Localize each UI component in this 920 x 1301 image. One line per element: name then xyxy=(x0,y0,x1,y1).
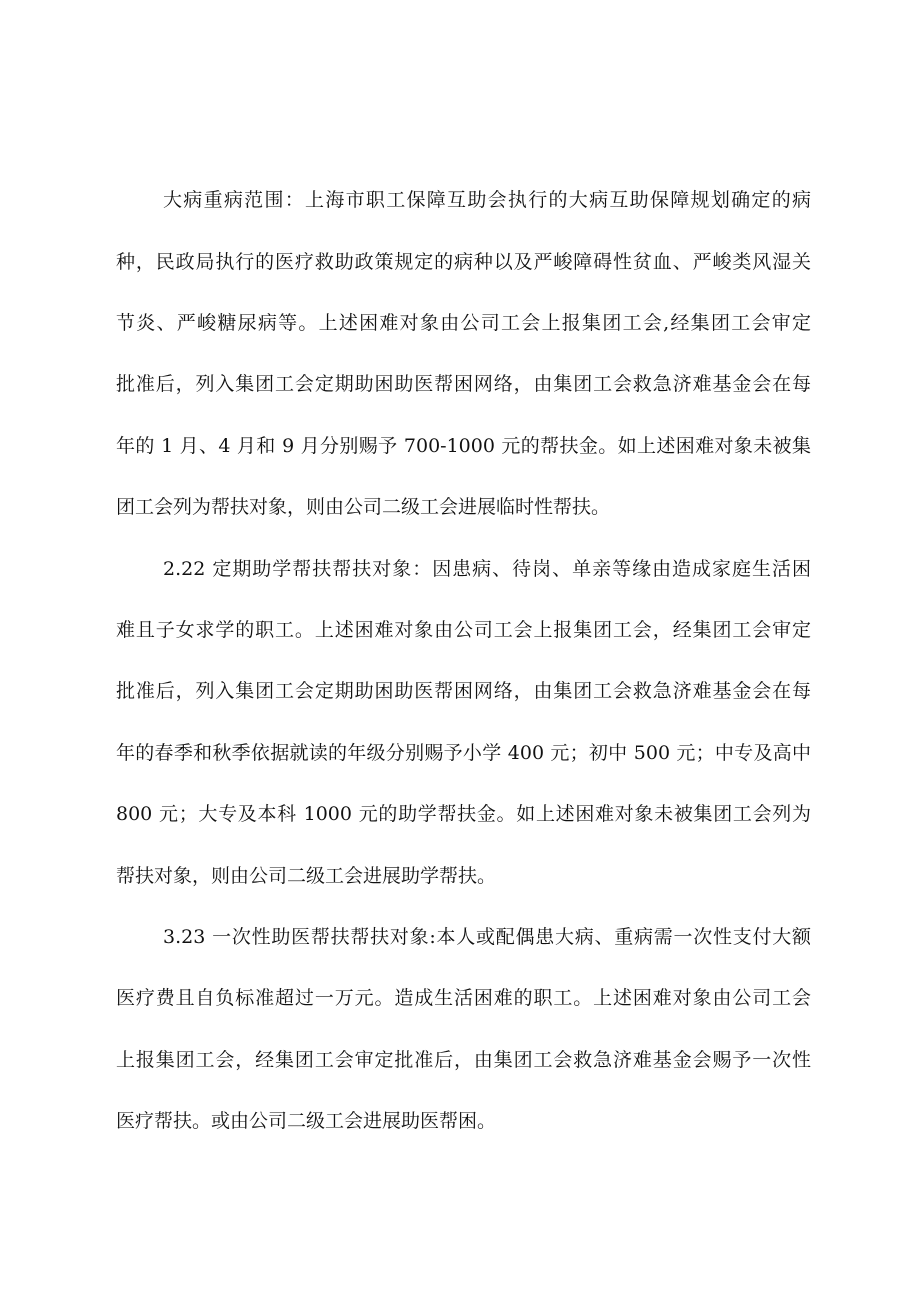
text-line: 800 元；大专及本科 1000 元的助学帮扶金。如上述困难对象未被集团工会列为 xyxy=(116,803,811,825)
text-line: 节炎、严峻糖尿病等。上述困难对象由公司工会上报集团工会,经集团工会审定 xyxy=(116,312,811,334)
text-line: 医疗帮扶。或由公司二级工会进展助医帮困。 xyxy=(116,1110,497,1132)
text-line: 年的春季和秋季依据就读的年级分别赐予小学 400 元；初中 500 元；中专及高中 xyxy=(116,742,811,764)
text-line: 3.23 一次性助医帮扶帮扶对象:本人或配偶患大病、重病需一次性支付大额 xyxy=(163,926,811,948)
text-line: 年的 1 月、4 月和 9 月分别赐予 700-1000 元的帮扶金。如上述困难对象未被集 xyxy=(116,435,811,457)
text-line: 大病重病范围：上海市职工保障互助会执行的大病互助保障规划确定的病 xyxy=(163,189,811,211)
text-line: 上报集团工会，经集团工会审定批准后，由集团工会救急济难基金会赐予一次性 xyxy=(116,1049,811,1071)
text-line: 2.22 定期助学帮扶帮扶对象：因患病、待岗、单亲等缘由造成家庭生活困 xyxy=(163,558,811,580)
text-line: 批准后，列入集团工会定期助困助医帮困网络，由集团工会救急济难基金会在每 xyxy=(116,373,811,395)
text-line: 种，民政局执行的医疗救助政策规定的病种以及严峻障碍性贫血、严峻类风湿关 xyxy=(116,251,811,273)
text-line: 批准后，列入集团工会定期助困助医帮困网络，由集团工会救急济难基金会在每 xyxy=(116,680,811,702)
text-line: 难且子女求学的职工。上述困难对象由公司工会上报集团工会，经集团工会审定 xyxy=(116,619,811,641)
text-line: 帮扶对象，则由公司二级工会进展助学帮扶。 xyxy=(116,865,497,887)
text-line: 团工会列为帮扶对象，则由公司二级工会进展临时性帮扶。 xyxy=(116,496,611,518)
text-line: 医疗费且自负标准超过一万元。造成生活困难的职工。上述困难对象由公司工会 xyxy=(116,987,811,1009)
